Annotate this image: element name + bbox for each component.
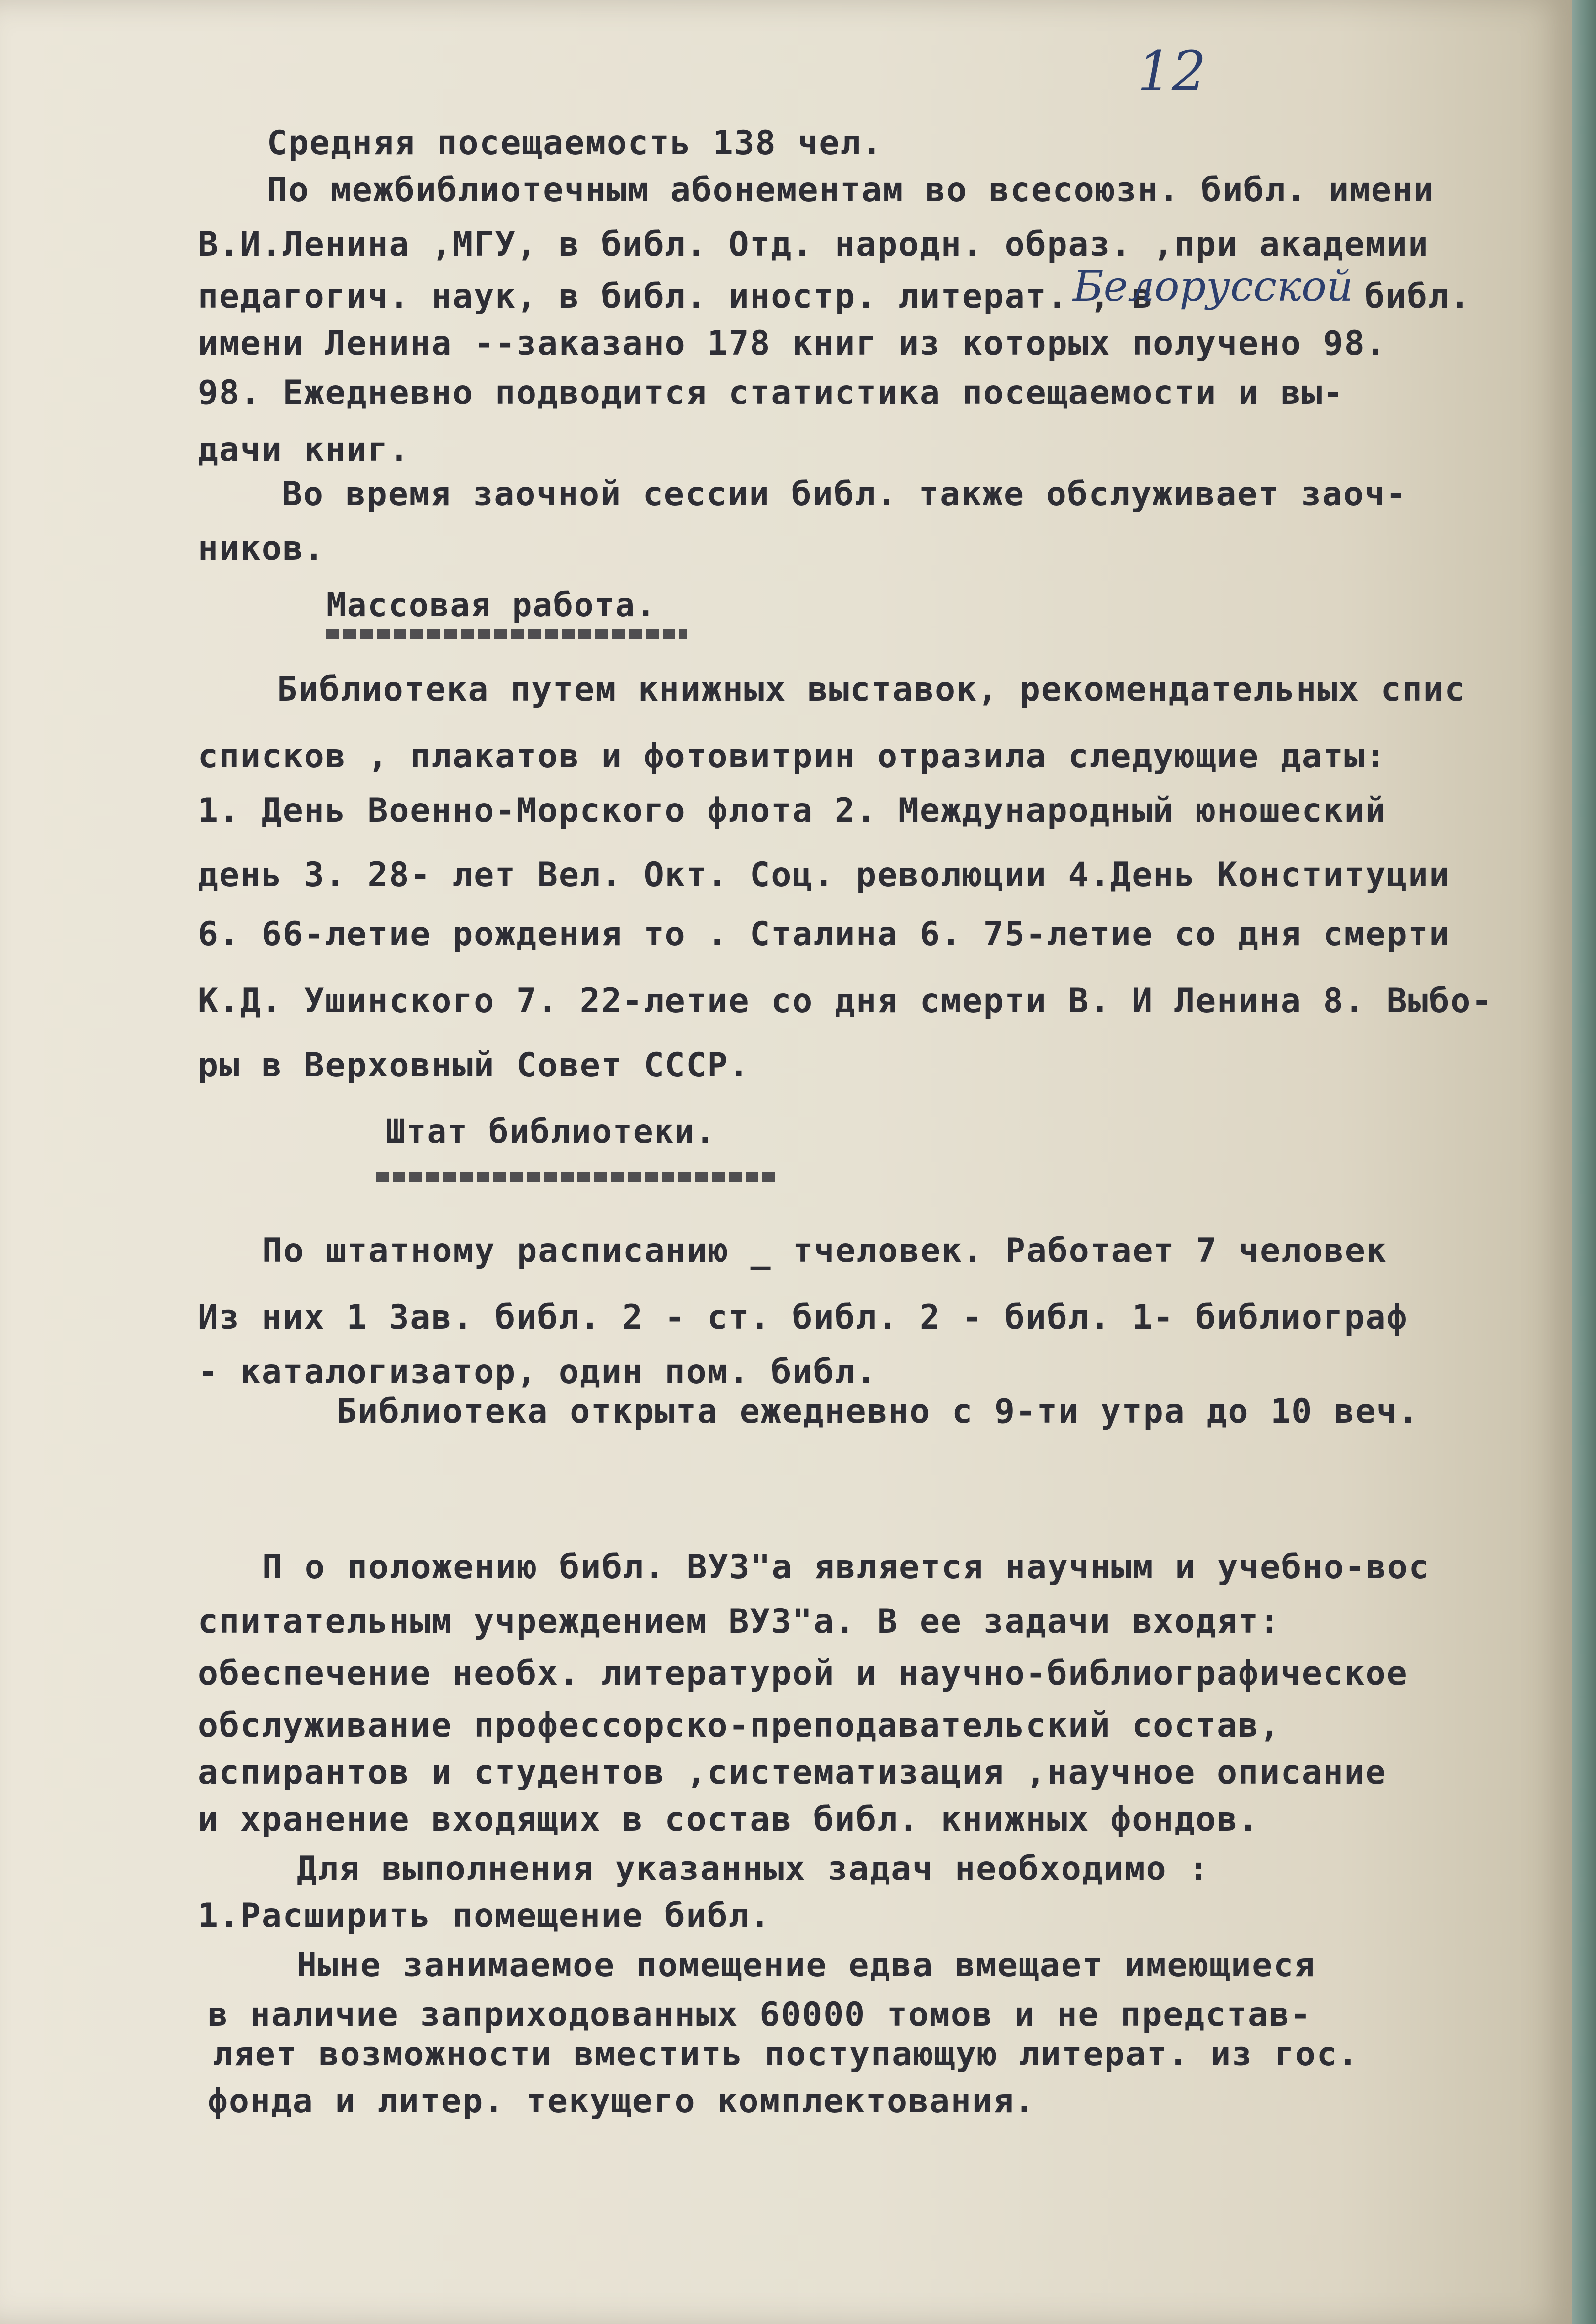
text-line: ры в Верховный Совет СССР.	[198, 1046, 750, 1085]
text-line: К.Д. Ушинского 7. 22-летие со дня смерти В. И Ленина 8. Выбо-	[198, 982, 1493, 1021]
text-line: Средняя посещаемость 138 чел.	[267, 124, 883, 163]
text-line: день 3. 28- лет Вел. Окт. Соц. революции 4.День Конституции	[198, 855, 1451, 894]
section-heading: Штат библиотеки.	[386, 1113, 716, 1151]
text-line: библ.	[1365, 277, 1471, 316]
heading-underline	[376, 1172, 776, 1182]
text-line: и хранение входящих в состав библ. книжных фондов.	[198, 1800, 1259, 1839]
text-line: 1.Расширить помещение библ.	[198, 1896, 771, 1935]
text-line: аспирантов и студентов ,систематизация ,научное описание	[198, 1753, 1387, 1792]
text-line: Библиотека путем книжных выставок, рекомендательных спис	[277, 670, 1466, 709]
text-line: имени Ленина --заказано 178 книг из которых получено 98.	[198, 324, 1387, 363]
text-line: обслуживание профессорско-преподавательский состав,	[198, 1706, 1281, 1745]
text-line: В.И.Ленина ,МГУ, в библ. Отд. народн. образ. ,при академии	[198, 225, 1429, 264]
text-line: 1. День Военно-Морского флота 2. Международный юношеский	[198, 791, 1387, 830]
text-line: ников.	[198, 529, 325, 568]
text-line: По межбиблиотечным абонементам во всесоюзн. библ. имени	[267, 171, 1435, 210]
text-line: 6. 66-летие рождения то . Сталина 6. 75-летие со дня смерти	[198, 915, 1451, 954]
text-line: ляет возможности вместить поступающую литерат. из гос.	[213, 2035, 1359, 2074]
text-line: По штатному расписанию _ тчеловек. Работает 7 человек	[262, 1231, 1387, 1270]
text-line: педагогич. наук, в библ. иностр. литерат. , в	[198, 277, 1153, 316]
handwritten-insert: Белорусской	[1073, 262, 1353, 311]
text-line: Ныне занимаемое помещение едва вмещает имеющиеся	[297, 1946, 1316, 1985]
text-line: 98. Ежедневно подводится статистика посещаемости и вы-	[198, 373, 1344, 412]
section-heading: Массовая работа.	[326, 586, 657, 624]
text-line: Во время заочной сессии библ. также обслуживает заоч-	[282, 475, 1407, 514]
text-line: Для выполнения указанных задач необходимо :	[297, 1849, 1210, 1888]
text-line: в наличие заприходованных 60000 томов и не представ-	[208, 1995, 1312, 2034]
text-line: обеспечение необх. литературой и научно-библиографическое	[198, 1654, 1408, 1693]
text-line: фонда и литер. текущего комплектования.	[208, 2082, 1036, 2121]
text-line: Из них 1 Зав. библ. 2 - ст. библ. 2 - библ. 1- библиограф	[198, 1298, 1408, 1337]
heading-underline	[326, 629, 687, 639]
text-line: спитательным учреждением ВУЗ"а. В ее задачи входят:	[198, 1602, 1281, 1641]
binder-edge	[1572, 0, 1596, 2324]
page-number: 12	[1137, 40, 1206, 103]
text-line: Библиотека открыта ежедневно с 9-ти утра до 10 веч.	[336, 1392, 1419, 1431]
text-line: П о положению библ. ВУЗ"а является научным и учебно-вос	[262, 1548, 1430, 1587]
text-line: списков , плакатов и фотовитрин отразила следующие даты:	[198, 737, 1387, 776]
text-line: - каталогизатор, один пом. библ.	[198, 1352, 878, 1391]
text-line: дачи книг.	[198, 430, 410, 469]
